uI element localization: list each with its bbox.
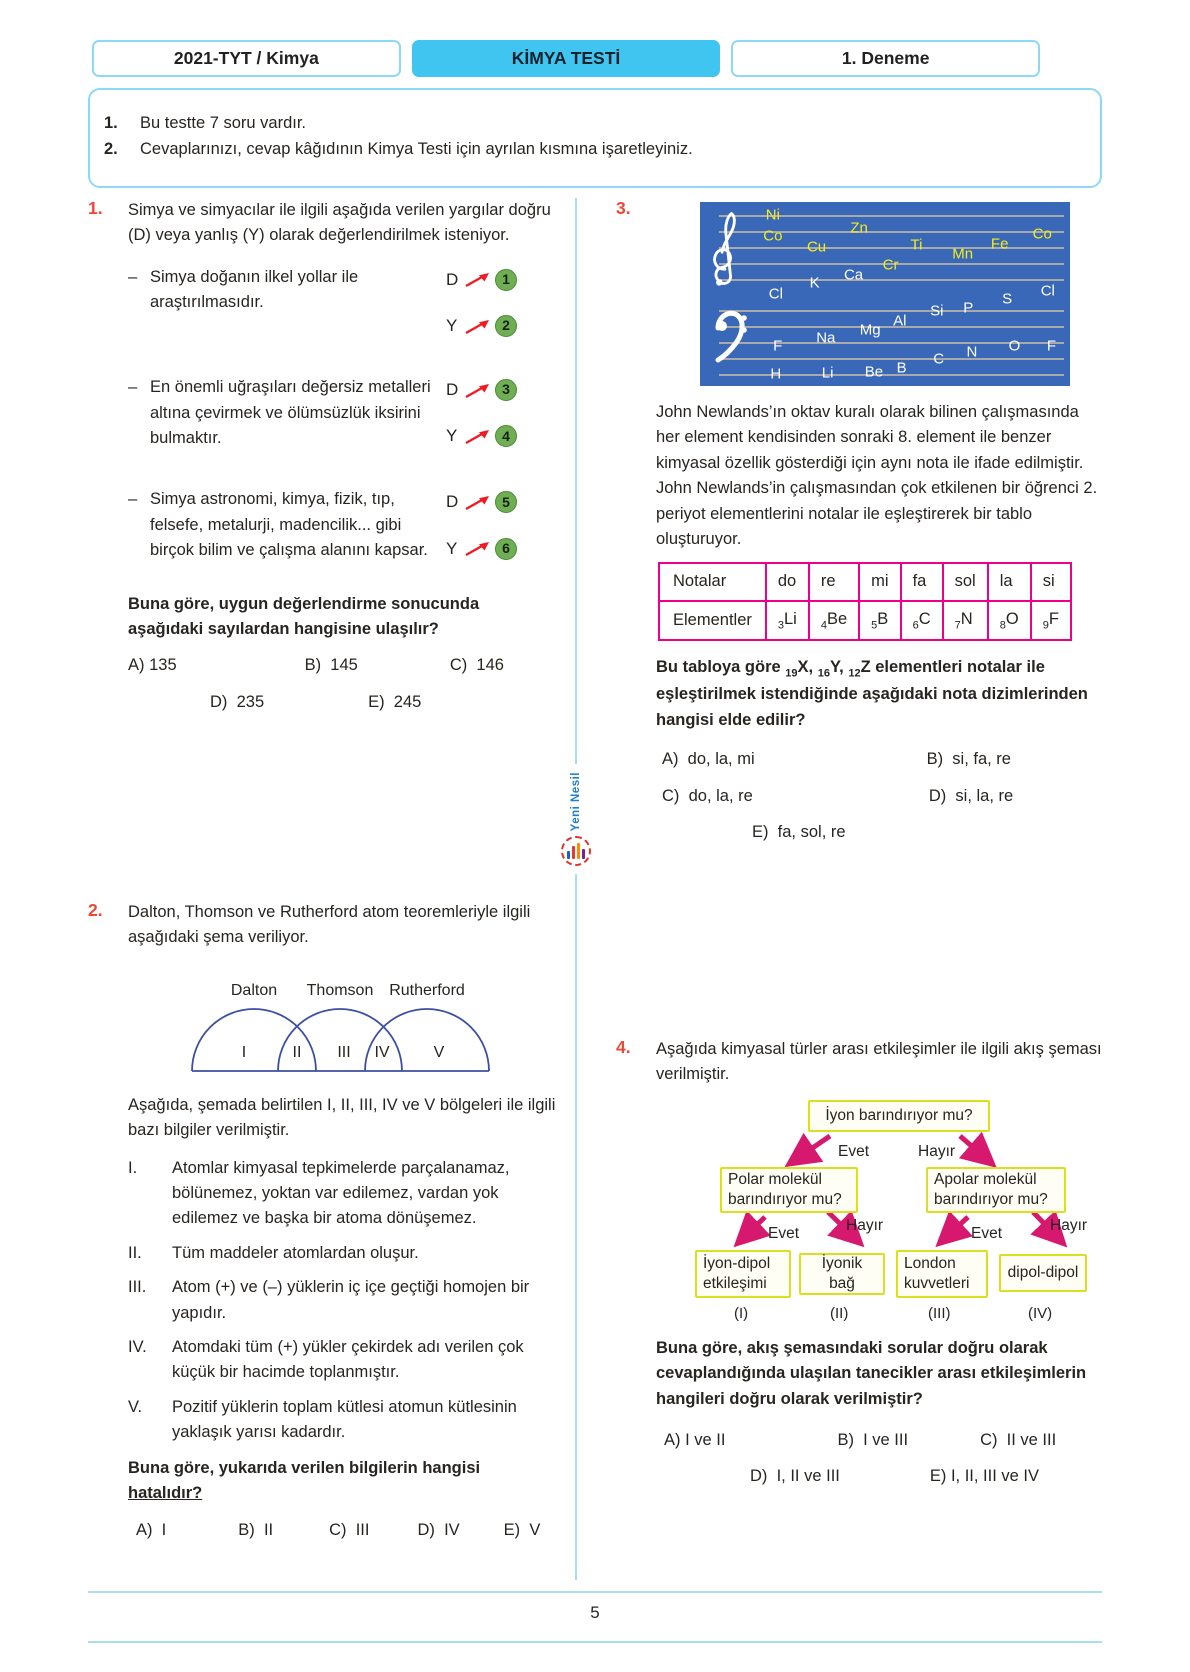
statement-text: Pozitif yüklerin toplam kütlesi atomun kütlesinin yaklaşık yarısı kadardır. bbox=[172, 1397, 517, 1442]
table-cell: re bbox=[809, 563, 859, 600]
option-c: C) do, la, re bbox=[662, 786, 753, 805]
instruction-text: Bu testte 7 soru vardır. bbox=[140, 114, 306, 132]
venn-label-rutherford: Rutherford bbox=[389, 981, 465, 999]
instruction-number: 2. bbox=[104, 140, 118, 158]
table-cell: la bbox=[988, 563, 1031, 600]
treble-clef-icon bbox=[707, 206, 741, 306]
options-row bbox=[656, 1464, 1102, 1489]
table-cell: $_6$C bbox=[901, 601, 943, 640]
statement-numeral: IV. bbox=[128, 1338, 147, 1357]
statement-text: Atomlar kimyasal tepkimelerde parçalanamaz, bölünemez, yoktan var edilemez, vardan yok edilemez ve başka bir atoma dönüşemez. bbox=[172, 1158, 510, 1228]
table-cell: $_3$Li bbox=[766, 601, 809, 640]
options-row bbox=[128, 690, 558, 715]
answer-circle: 2 bbox=[495, 315, 517, 337]
option-d: D) si, la, re bbox=[928, 786, 1014, 805]
options-row bbox=[656, 784, 1102, 809]
option-e: E) I, II, III ve IV bbox=[929, 1467, 1039, 1486]
element-symbol: Li bbox=[821, 364, 834, 382]
option-c: C) II ve III bbox=[980, 1431, 1057, 1450]
red-arrow-icon bbox=[465, 318, 492, 335]
venn-label-thomson: Thomson bbox=[306, 981, 374, 999]
element-symbol: Mg bbox=[859, 321, 881, 339]
publisher-logo bbox=[558, 764, 594, 874]
options-row bbox=[128, 653, 558, 678]
table-cell: $_5$B bbox=[859, 601, 900, 640]
instruction-item bbox=[104, 140, 1100, 159]
element-symbol: Al bbox=[893, 312, 907, 330]
answer-circle: 6 bbox=[495, 538, 517, 560]
question-body: Aşağıda, şemada belirtilen I, II, III, IV ve V bölgeleri ile ilgili bazı bilgiler verilmiştir. bbox=[128, 1095, 556, 1140]
d-label: D bbox=[446, 380, 459, 400]
table-cell: do bbox=[766, 563, 809, 600]
question-number: 3. bbox=[616, 198, 631, 218]
red-arrow-icon bbox=[465, 271, 492, 288]
element-symbol: Ti bbox=[910, 236, 923, 254]
d-label: D bbox=[446, 269, 459, 289]
notes-elements-table bbox=[658, 562, 1072, 641]
table-cell: $_4$Be bbox=[809, 601, 859, 640]
instruction-item bbox=[104, 114, 1100, 133]
statement-item bbox=[128, 265, 558, 339]
statement-numeral: I. bbox=[128, 1158, 138, 1177]
table-cell: $_7$N bbox=[943, 601, 988, 640]
footer-bottom-line bbox=[88, 1641, 1102, 1643]
statement-numeral: V. bbox=[128, 1397, 143, 1416]
page-header bbox=[92, 40, 1040, 77]
option-b: B) si, fa, re bbox=[926, 750, 1011, 769]
option-b: B) 145 bbox=[304, 656, 358, 675]
flow-leaf-iyonik-bag: İyonik bağ bbox=[799, 1253, 885, 1295]
element-symbol: Na bbox=[816, 329, 836, 347]
flow-label-hayir: Hayır bbox=[918, 1142, 956, 1160]
y-label: Y bbox=[446, 315, 458, 335]
option-a: A) I bbox=[136, 1520, 167, 1539]
numbered-statement bbox=[128, 1335, 558, 1386]
table-row-notes bbox=[659, 563, 1071, 600]
statement-item bbox=[128, 375, 558, 451]
red-arrow-icon bbox=[465, 428, 492, 445]
option-d: D) I, II ve III bbox=[750, 1467, 840, 1486]
statement-text: Atomdaki tüm (+) yükler çekirdek adı verilen çok küçük bir hacimde toplanmıştır. bbox=[172, 1338, 524, 1382]
element-symbol: N bbox=[966, 343, 978, 361]
options-row bbox=[656, 1428, 1102, 1453]
header-trial-number: 1. Deneme bbox=[731, 40, 1040, 77]
option-c: C) III bbox=[329, 1520, 370, 1539]
left-column bbox=[88, 198, 558, 1580]
option-b: B) II bbox=[238, 1520, 274, 1539]
element-symbol: C bbox=[933, 350, 945, 368]
option-e: E) V bbox=[503, 1520, 541, 1539]
venn-label-dalton: Dalton bbox=[230, 981, 278, 999]
statement-item bbox=[128, 487, 558, 563]
element-symbol: Ni bbox=[765, 206, 780, 224]
question-3 bbox=[616, 198, 1102, 1037]
instruction-text: Cevaplarınızı, cevap kâğıdının Kimya Testi için ayrılan kısmına işaretleyiniz. bbox=[140, 140, 693, 158]
element-symbol: H bbox=[770, 365, 782, 383]
element-symbol: K bbox=[809, 274, 820, 292]
option-a: A) 135 bbox=[128, 656, 177, 675]
element-symbol: S bbox=[1002, 290, 1013, 308]
answer-circle: 4 bbox=[495, 425, 517, 447]
music-staff-image bbox=[700, 202, 1070, 386]
table-cell: mi bbox=[859, 563, 900, 600]
flow-tag-2: (II) bbox=[830, 1304, 849, 1322]
statement-text: Tüm maddeler atomlardan oluşur. bbox=[172, 1243, 419, 1262]
statement-text: En önemli uğraşıları değersiz metalleri altına çevirmek ve ölümsüzlük iksirini bulmaktır. bbox=[150, 378, 431, 447]
question-4 bbox=[616, 1037, 1102, 1490]
y-label: Y bbox=[446, 426, 458, 446]
bar-chart-logo-icon bbox=[561, 836, 591, 866]
element-symbol: Si bbox=[930, 302, 944, 319]
instruction-number: 1. bbox=[104, 114, 118, 132]
table-row-elements bbox=[659, 601, 1071, 640]
option-e: E) 245 bbox=[368, 692, 422, 711]
y-label: Y bbox=[446, 538, 458, 558]
options-row bbox=[656, 747, 1102, 772]
answer-circle: 3 bbox=[495, 379, 517, 401]
venn-region-4: IV bbox=[374, 1043, 390, 1061]
numbered-statement bbox=[128, 1275, 558, 1326]
question-body: John Newlands’ın oktav kuralı olarak bilinen çalışmasında her element kendisinden sonraki 8. element ile benzer kimyasal özellik gösterdiği için aynı nota ile ifade edilmiştir. John Newlands’in çalışmasından çok etkilenen bir öğrenci 2. periyot elementlerini notalar ile eşleştirerek bir tablo oluşturuyor. bbox=[656, 403, 1098, 549]
question-stem: Buna göre, uygun değerlendirme sonucunda aşağıdaki sayılardan hangisine ulaşılır? bbox=[128, 594, 480, 638]
red-arrow-icon bbox=[465, 540, 492, 557]
table-header-cell: Notalar bbox=[659, 563, 766, 600]
venn-region-2: II bbox=[292, 1043, 302, 1061]
table-header-cell: Elementler bbox=[659, 601, 766, 640]
question-number: 2. bbox=[88, 900, 103, 920]
numbered-statement bbox=[128, 1241, 558, 1266]
table-cell: $_8$O bbox=[988, 601, 1031, 640]
column-divider bbox=[570, 198, 582, 1580]
element-symbol: Ca bbox=[843, 266, 864, 284]
flow-leaf-london: London kuvvetleri bbox=[896, 1250, 988, 1298]
answer-circle: 5 bbox=[495, 491, 517, 513]
venn-region-1: I bbox=[241, 1043, 247, 1061]
header-test-title: KİMYA TESTİ bbox=[412, 40, 721, 77]
element-symbol: Be bbox=[864, 363, 884, 381]
red-arrow-icon bbox=[465, 382, 492, 399]
option-b: B) I ve III bbox=[837, 1431, 909, 1450]
element-symbol: Co bbox=[1032, 225, 1052, 243]
flow-label-evet: Evet bbox=[971, 1224, 1003, 1242]
question-intro: Simya ve simyacılar ile ilgili aşağıda verilen yargılar doğru (D) veya yanlış (Y) olarak değerlendirilmek isteniyor. bbox=[128, 201, 551, 245]
option-c: C) 146 bbox=[449, 656, 504, 675]
flow-label-hayir: Hayır bbox=[1050, 1216, 1088, 1234]
question-intro: Dalton, Thomson ve Rutherford atom teoremleriyle ilgili aşağıdaki şema veriliyor. bbox=[128, 903, 531, 947]
question-stem: Bu tabloya göre $_{19}$X, $_{16}$Y, $_{12}$Z elementleri notalar ile eşleştirilmek istendiğinde aşağıdaki nota dizimlerinden hangisi elde edilir? bbox=[656, 658, 1088, 729]
venn-region-5: V bbox=[433, 1043, 445, 1061]
statement-text: Simya astronomi, kimya, fizik, tıp, felsefe, metalurji, madencilik... gibi birçok bilim ve çalışma alanını kapsar. bbox=[150, 490, 428, 560]
question-intro: Aşağıda kimyasal türler arası etkileşimler ile ilgili akış şeması verilmiştir. bbox=[656, 1040, 1102, 1084]
flow-leaf-dipol-dipol: dipol-dipol bbox=[999, 1254, 1087, 1292]
red-arrow-icon bbox=[465, 494, 492, 511]
table-cell: $_9$F bbox=[1031, 601, 1071, 640]
question-1 bbox=[88, 198, 558, 900]
statement-numeral: III. bbox=[128, 1278, 147, 1297]
flow-label-evet: Evet bbox=[838, 1142, 870, 1160]
two-column-layout bbox=[88, 198, 1102, 1580]
publisher-logo-text: Yeni Nesil bbox=[570, 772, 582, 832]
option-e: E) fa, sol, re bbox=[752, 822, 846, 841]
options-row bbox=[656, 820, 1102, 845]
flow-root-box: İyon barındırıyor mu? bbox=[808, 1100, 990, 1132]
table-cell: si bbox=[1031, 563, 1071, 600]
header-exam-name: 2021-TYT / Kimya bbox=[92, 40, 401, 77]
question-stem: Buna göre, akış şemasındaki sorular doğru olarak cevaplandığında ulaşılan tanecikler arası etkileşimlerin hangileri doğru olarak verilmiştir? bbox=[656, 1338, 1087, 1408]
numbered-statement bbox=[128, 1156, 558, 1232]
statement-numeral: II. bbox=[128, 1243, 142, 1262]
element-symbol: P bbox=[963, 299, 974, 317]
statement-text: Simya doğanın ilkel yollar ile araştırılmasıdır. bbox=[150, 267, 359, 312]
option-d: D) 235 bbox=[210, 692, 265, 711]
element-symbol: Mn bbox=[952, 245, 974, 263]
footer-top-line bbox=[88, 1591, 1102, 1593]
question-2 bbox=[88, 900, 558, 1543]
element-symbol: F bbox=[773, 336, 783, 354]
element-symbol: Zn bbox=[850, 219, 868, 237]
element-symbol: Cu bbox=[806, 238, 827, 256]
flow-tag-1: (I) bbox=[734, 1304, 749, 1322]
dash-bullet: – bbox=[128, 267, 138, 286]
option-a: A) I ve II bbox=[664, 1431, 726, 1450]
table-cell: fa bbox=[901, 563, 943, 600]
answer-circle: 1 bbox=[495, 269, 517, 291]
element-symbol: Fe bbox=[990, 235, 1009, 253]
element-symbol: F bbox=[1046, 337, 1057, 355]
question-number: 1. bbox=[88, 198, 103, 218]
option-a: A) do, la, mi bbox=[662, 750, 755, 769]
venn-diagram bbox=[184, 977, 524, 1089]
flow-leaf-iyon-dipol: İyon-dipol etkileşimi bbox=[695, 1250, 791, 1298]
right-column bbox=[616, 198, 1102, 1580]
dash-bullet: – bbox=[128, 378, 138, 397]
numbered-statement bbox=[128, 1395, 558, 1446]
flow-label-evet: Evet bbox=[768, 1224, 800, 1242]
element-symbol: Cl bbox=[1040, 282, 1055, 300]
instruction-box bbox=[88, 88, 1102, 188]
table-cell: sol bbox=[943, 563, 988, 600]
options-row bbox=[128, 1518, 558, 1543]
flow-polar-box: Polar molekül barındırıyor mu? bbox=[720, 1167, 858, 1213]
flow-label-hayir: Hayır bbox=[846, 1216, 884, 1234]
element-symbol: O bbox=[1008, 336, 1021, 354]
flowchart bbox=[660, 1098, 1096, 1320]
statement-text: Atom (+) ve (–) yüklerin iç içe geçtiği homojen bir yapıdır. bbox=[172, 1278, 530, 1322]
bass-clef-icon bbox=[714, 306, 748, 370]
question-stem: Buna göre, yukarıda verilen bilgilerin hangisi hatalıdır? bbox=[128, 1458, 481, 1503]
venn-region-3: III bbox=[337, 1043, 351, 1061]
element-symbol: Cl bbox=[768, 285, 783, 303]
flow-tag-4: (IV) bbox=[1028, 1304, 1053, 1322]
dash-bullet: – bbox=[128, 490, 138, 509]
element-symbol: B bbox=[896, 359, 907, 377]
element-symbol: Co bbox=[763, 227, 783, 245]
flow-apolar-box: Apolar molekül barındırıyor mu? bbox=[926, 1167, 1066, 1213]
flow-tag-3: (III) bbox=[928, 1304, 951, 1322]
element-symbol: Cr bbox=[882, 256, 899, 274]
d-label: D bbox=[446, 492, 459, 512]
page-number: 5 bbox=[590, 1603, 600, 1622]
option-d: D) IV bbox=[417, 1520, 460, 1539]
question-number: 4. bbox=[616, 1037, 631, 1057]
